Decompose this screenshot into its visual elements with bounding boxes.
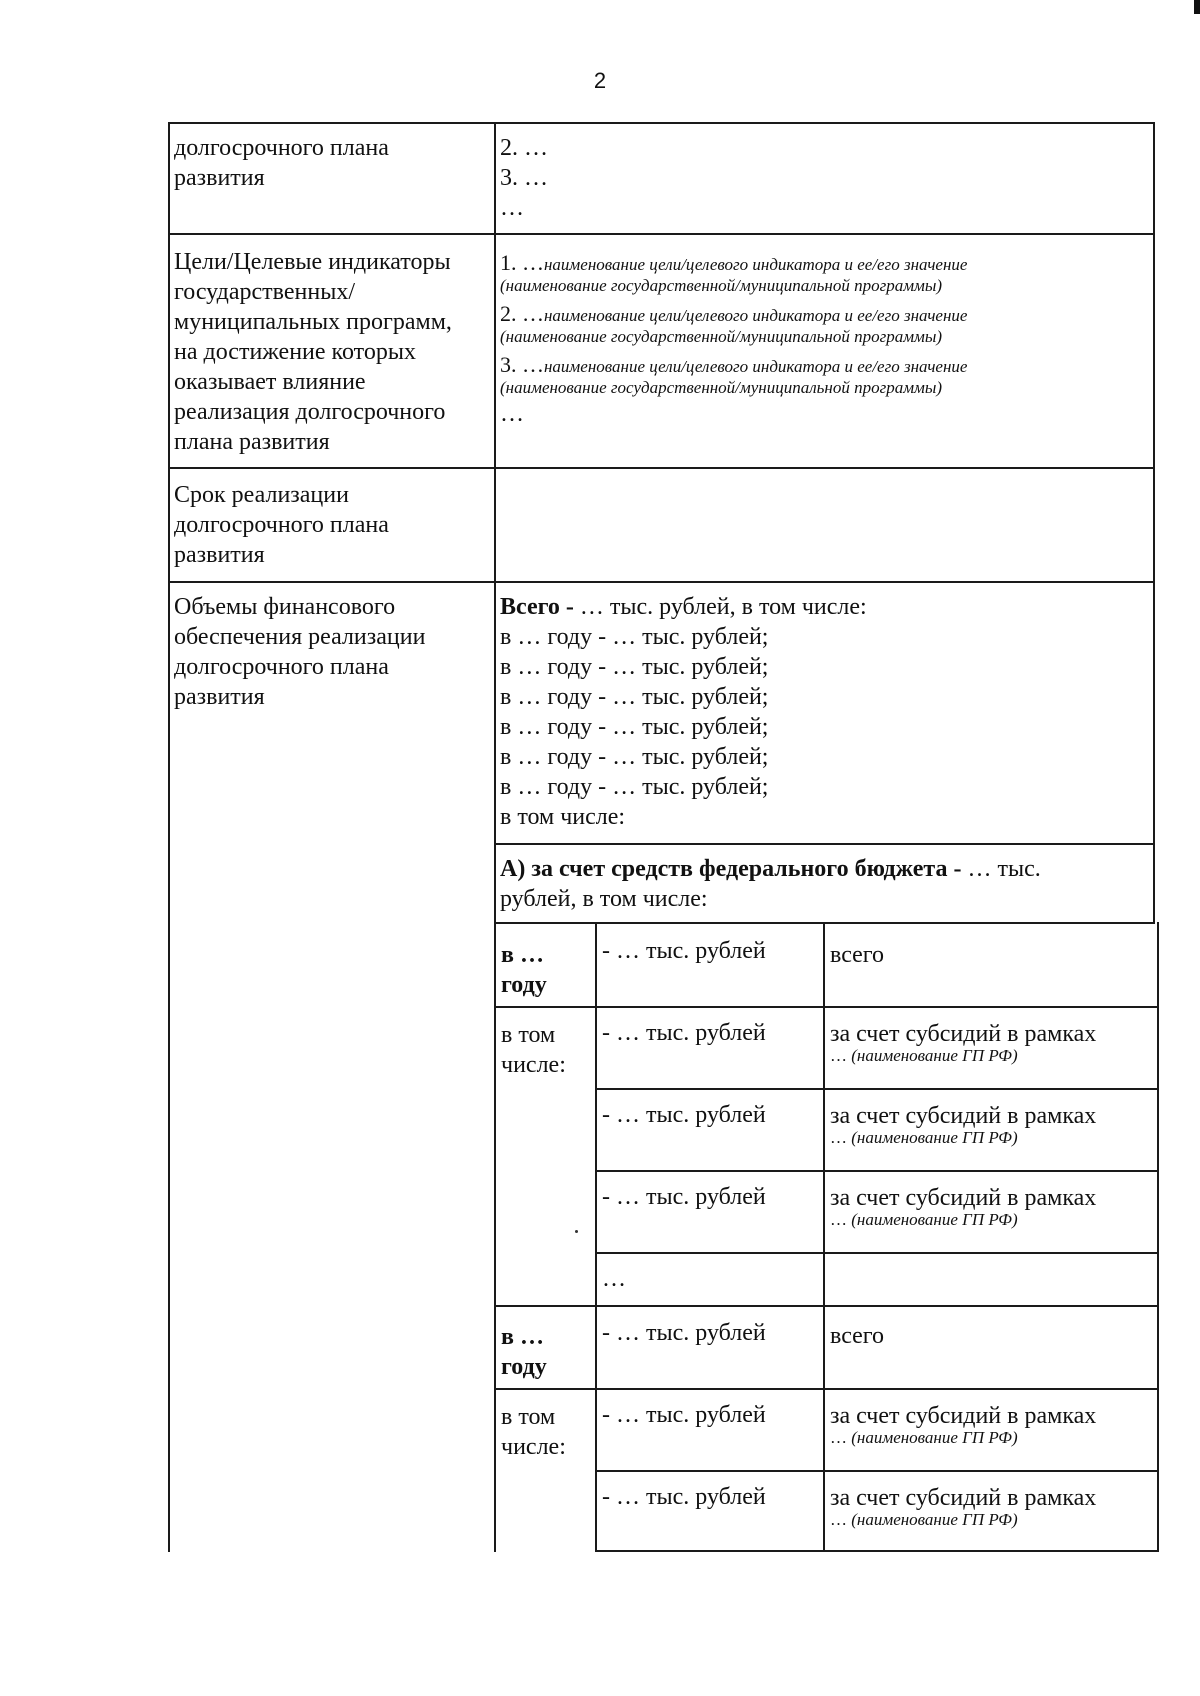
row-plan-label: долгосрочного плана развития: [174, 135, 389, 191]
sub-subsidy-cell: за счет субсидий в рамках … (наименование ГП РФ): [830, 1485, 1097, 1529]
sub-amount: - … тыс. рублей: [602, 1184, 766, 1210]
target-note: (наименование государственной/муниципальной программы): [500, 378, 943, 397]
federal-heading: А) за счет средств федерального бюджета - … тыс. рублей, в том числе:: [500, 856, 1041, 912]
sub-year-label: в … году: [501, 942, 547, 998]
target-item: 3. …наименование цели/целевого индикатора и ее/его значение: [500, 352, 968, 377]
target-ellipsis: …: [500, 401, 524, 427]
target-text: наименование цели/целевого индикатора и ее/его значение: [544, 306, 968, 325]
target-note: (наименование государственной/муниципальной программы): [500, 276, 943, 295]
subsidy-note: (наименование ГП РФ): [851, 1428, 1018, 1447]
scan-speck: [575, 1230, 578, 1233]
target-note: (наименование государственной/муниципальной программы): [500, 327, 943, 346]
funding-year: в … году - … тыс. рублей;: [500, 624, 769, 650]
subsidy-note: (наименование ГП РФ): [851, 1046, 1018, 1065]
sub-amount: - … тыс. рублей: [602, 938, 766, 964]
target-text: наименование цели/целевого индикатора и ее/его значение: [544, 357, 968, 376]
funding-totals: [500, 592, 1145, 832]
target-item: 2. …наименование цели/целевого индикатора и ее/его значение: [500, 301, 968, 326]
funding-year: в … году - … тыс. рублей;: [500, 654, 769, 680]
page-number: 2: [593, 68, 607, 93]
subsidy-note: (наименование ГП РФ): [851, 1128, 1018, 1147]
plan-item: 2. …: [500, 135, 548, 161]
funding-total: Всего - … тыс. рублей, в том числе:: [500, 594, 867, 620]
plan-item: …: [500, 195, 524, 221]
sub-total-word: всего: [830, 1323, 885, 1349]
sub-incl-label: в том числе:: [501, 1022, 566, 1078]
funding-year: в … году - … тыс. рублей;: [500, 744, 769, 770]
row-targets-label: Цели/Целевые индикаторы государственных/ муниципальных программ, на достижение которых оказывает влияние реализация долгосрочного плана развития: [174, 249, 452, 455]
row-plan-items: [500, 133, 1140, 223]
funding-incl: в том числе:: [500, 804, 626, 830]
target-item: 1. …наименование цели/целевого индикатора и ее/его значение: [500, 250, 968, 275]
subsidy-note: (наименование ГП РФ): [851, 1510, 1018, 1529]
funding-year: в … году - … тыс. рублей;: [500, 774, 769, 800]
sub-ellipsis: …: [602, 1266, 626, 1292]
sub-year-label: в … году: [501, 1324, 547, 1380]
scan-edge-mark: [1194, 0, 1200, 14]
sub-amount: - … тыс. рублей: [602, 1484, 766, 1510]
sub-subsidy-cell: за счет субсидий в рамках … (наименование ГП РФ): [830, 1403, 1097, 1447]
sub-amount: - … тыс. рублей: [602, 1102, 766, 1128]
row-term-label: Срок реализации долгосрочного плана развития: [174, 482, 389, 568]
passport-table: [168, 122, 1155, 1552]
target-text: наименование цели/целевого индикатора и ее/его значение: [544, 255, 968, 274]
sub-subsidy-cell: за счет субсидий в рамках … (наименование ГП РФ): [830, 1021, 1097, 1065]
subsidy-note: (наименование ГП РФ): [851, 1210, 1018, 1229]
row-funding-label: Объемы финансового обеспечения реализации долгосрочного плана развития: [174, 594, 426, 710]
sub-subsidy-cell: за счет субсидий в рамках … (наименование ГП РФ): [830, 1185, 1097, 1229]
row-targets-items: [500, 248, 1145, 429]
funding-year: в … году - … тыс. рублей;: [500, 684, 769, 710]
sub-amount: - … тыс. рублей: [602, 1320, 766, 1346]
sub-incl-label: в том числе:: [501, 1404, 566, 1460]
funding-year: в … году - … тыс. рублей;: [500, 714, 769, 740]
sub-amount: - … тыс. рублей: [602, 1402, 766, 1428]
sub-subsidy-cell: за счет субсидий в рамках … (наименование ГП РФ): [830, 1103, 1097, 1147]
plan-item: 3. …: [500, 165, 548, 191]
sub-total-word: всего: [830, 942, 885, 968]
sub-amount: - … тыс. рублей: [602, 1020, 766, 1046]
